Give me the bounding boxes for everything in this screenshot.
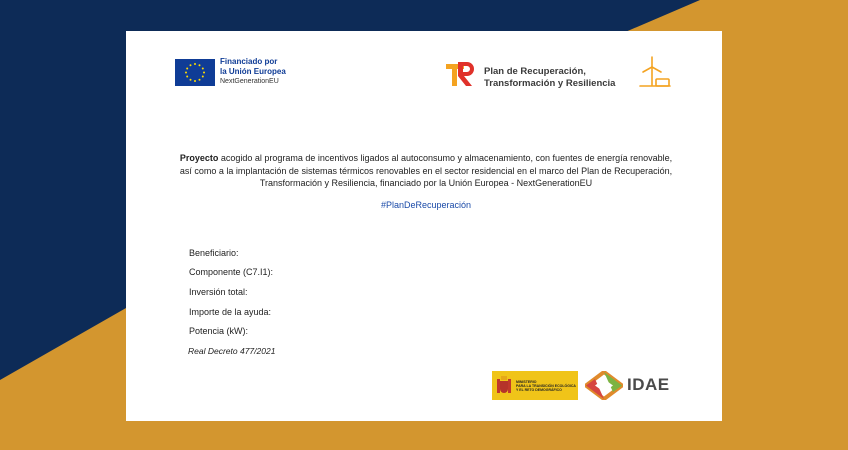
idae-label: IDAE: [627, 375, 670, 394]
prtr-logo-icon: [444, 58, 478, 88]
ministry-label: [516, 380, 576, 392]
eu-funding-label: [220, 57, 286, 87]
prtr-line2: Transformación y Resiliencia: [484, 78, 616, 89]
eu-line2: la Unión Europea: [220, 67, 286, 76]
field-beneficiario: Beneficiario:: [189, 248, 239, 258]
decree-reference: Real Decreto 477/2021: [188, 346, 276, 356]
poster-card: [126, 31, 722, 421]
project-lead: Proyecto: [179, 153, 219, 163]
field-componente: Componente (C7.I1):: [189, 267, 274, 277]
field-potencia: Potencia (kW):: [189, 326, 249, 336]
prtr-line1: Plan de Recuperación,: [484, 66, 586, 77]
eu-line3: NextGenerationEU: [220, 78, 279, 85]
eu-line1: Financiado por: [220, 57, 278, 66]
idae-logo-icon: [585, 371, 623, 400]
field-importe: Importe de la ayuda:: [189, 307, 272, 317]
coat-of-arms-icon: [496, 375, 512, 396]
ministry-line3: Y EL RETO DEMOGRÁFICO: [516, 388, 562, 392]
eu-flag-icon: [175, 59, 215, 86]
ministry-line1: MINISTERIO: [516, 380, 537, 384]
project-body: acogido al programa de incentivos ligados al autoconsumo y almacenamiento, con fuentes de energía renovable, así como a la implantación de sistemas térmicos renovables en el sector residencial en el marco del Plan de Recuperación, Transformación y Resiliencia, financiado por la Unión Europea - NextGenerationEU: [179, 153, 673, 188]
project-description: [176, 152, 676, 190]
hashtag: #PlanDeRecuperación: [380, 200, 472, 210]
wind-turbine-solar-icon: [636, 55, 672, 91]
field-inversion: Inversión total:: [189, 287, 248, 297]
government-logo: [492, 371, 578, 400]
ministry-line2: PARA LA TRANSICIÓN ECOLÓGICA: [516, 384, 576, 388]
prtr-label: [484, 66, 615, 90]
